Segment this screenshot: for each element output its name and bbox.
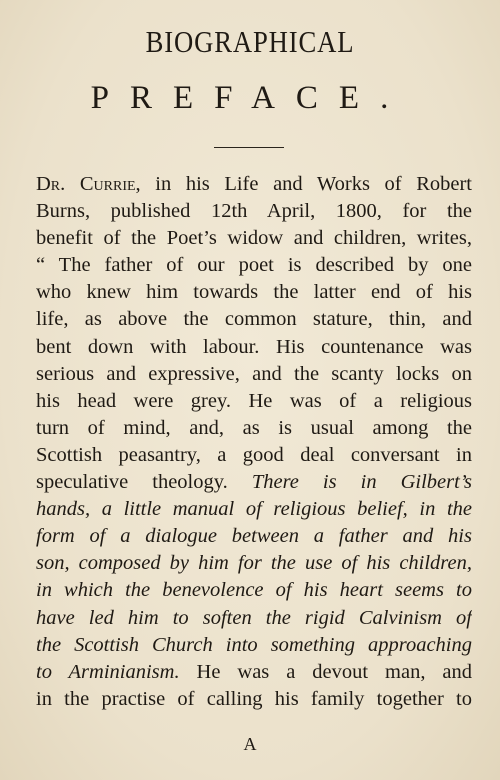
text-line (36, 686, 472, 713)
text-segment: the Scottish Church into something approaching (36, 633, 472, 656)
heading-divider-rule (214, 147, 284, 148)
text-line (36, 442, 472, 469)
text-line (36, 279, 472, 306)
text-line (36, 334, 472, 361)
text-line (36, 198, 472, 225)
preface-body-text (36, 171, 472, 713)
text-line (36, 225, 472, 252)
text-segment: to Arminianism. (36, 660, 180, 683)
heading-biographical: BIOGRAPHICAL (145, 24, 355, 59)
text-segment: bent down with labour. His countenance was (36, 335, 472, 358)
text-line (36, 171, 472, 198)
text-line (36, 577, 472, 604)
text-segment: , in his Life and Works of Robert (135, 173, 472, 195)
text-segment: have led him to soften the rigid Calvinism of (36, 606, 472, 629)
text-segment: Scottish peasantry, a good deal conversant in (36, 443, 472, 466)
heading-preface: PREFACE. (90, 80, 410, 116)
text-line (36, 252, 472, 279)
text-segment: There is in Gilbert’s (251, 471, 472, 494)
text-line (36, 605, 472, 632)
text-segment: in which the benevolence of his heart seems to (36, 579, 472, 602)
text-line (36, 659, 472, 686)
text-line (36, 306, 472, 333)
text-line (36, 361, 472, 388)
text-segment: form of a dialogue between a father and his (36, 525, 472, 548)
text-line (36, 496, 472, 523)
text-line (36, 523, 472, 550)
text-segment: turn of mind, and, as is usual among the (36, 416, 472, 439)
text-line (36, 469, 472, 496)
text-line (36, 550, 472, 577)
signature-mark: A (243, 734, 257, 754)
text-line (36, 388, 472, 415)
text-segment: Dr. Currie (36, 173, 136, 195)
text-segment: in the practise of calling his family together to (36, 687, 472, 710)
text-segment: Burns, published 12th April, 1800, for the (36, 200, 472, 223)
text-segment: speculative theology. (36, 471, 252, 494)
text-segment: benefit of the Poet’s widow and children, writes, (36, 227, 472, 250)
text-segment: his head were grey. He was of a religious (36, 389, 472, 412)
text-segment: who knew him towards the latter end of his (36, 281, 472, 304)
text-line (36, 632, 472, 659)
text-line (36, 415, 472, 442)
text-segment: serious and expressive, and the scanty locks on (36, 362, 472, 385)
text-segment: hands, a little manual of religious belief, in the (36, 498, 472, 521)
text-segment: “ The father of our poet is described by one (36, 254, 472, 277)
text-segment: life, as above the common stature, thin, and (36, 308, 472, 331)
text-segment: son, composed by him for the use of his children, (36, 552, 472, 575)
text-segment: He was a devout man, and (179, 660, 472, 683)
